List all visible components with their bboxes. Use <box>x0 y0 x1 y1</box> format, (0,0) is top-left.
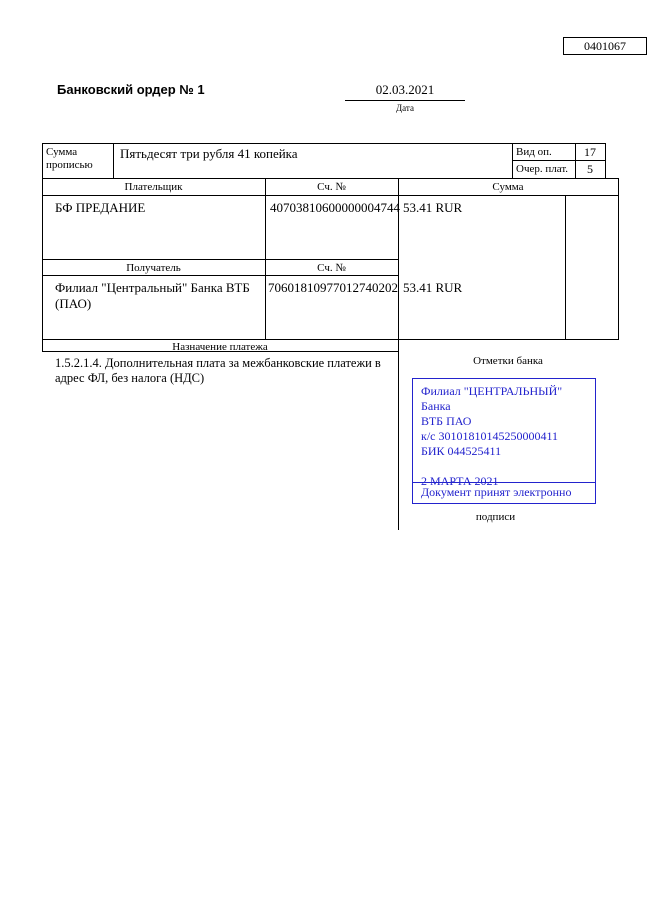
line-amountwords-divider <box>113 143 114 178</box>
purpose-header: Назначение платежа <box>172 341 268 353</box>
line-sum-bottom <box>42 339 618 340</box>
bank-marks-header: Отметки банка <box>473 355 543 367</box>
line-row1-bottom <box>42 178 618 179</box>
payer-column-header: Плательщик <box>124 181 183 193</box>
line-row1-top <box>42 143 605 144</box>
payer-name: БФ ПРЕДАНИЕ <box>55 200 146 215</box>
payer-amount: 53.41 RUR <box>403 200 463 215</box>
stamp-bank-name-line2: ВТБ ПАО <box>421 414 472 428</box>
stamp-date: 2 МАРТА 2021 <box>421 474 499 488</box>
line-payer-bottom <box>42 259 398 260</box>
op-type-value: 17 <box>584 145 596 159</box>
line-left-border <box>42 143 43 352</box>
stamp-corr-account: к/с 30101810145250000411 <box>421 429 559 443</box>
recipient-name: Филиал "Центральный" Банка ВТБ (ПАО) <box>55 280 250 311</box>
line-sum-inner-divider <box>565 195 566 340</box>
date-value: 02.03.2021 <box>375 82 435 97</box>
amount-column-header: Сумма <box>492 181 524 193</box>
op-type-label: Вид оп. <box>516 146 552 158</box>
bank-stamp <box>412 378 596 504</box>
amount-words-value: Пятьдесят три рубля 41 копейка <box>120 146 298 161</box>
payer-account: 40703810600000004744 <box>270 200 400 215</box>
line-vidop-left <box>512 143 513 178</box>
line-vidop-right <box>605 143 606 178</box>
op-priority-label: Очер. плат. <box>516 163 569 175</box>
recipient-account-column-header: Сч. № <box>317 262 346 274</box>
date-underline <box>345 100 465 101</box>
purpose-text: 1.5.2.1.4. Дополнительная плата за межбанковские платежи в адрес ФЛ, без налога (НДС) <box>55 356 381 385</box>
date-label: Дата <box>396 103 414 113</box>
recipient-amount: 53.41 RUR <box>403 280 463 295</box>
signatures-label: подписи <box>475 511 516 523</box>
amount-words-label: Сумма прописью <box>46 146 93 171</box>
line-account-sum-divider <box>398 178 399 530</box>
recipient-column-header: Получатель <box>126 262 181 274</box>
line-right-border <box>618 178 619 340</box>
line-vidop-mid <box>512 160 605 161</box>
document-title: Банковский ордер № 1 <box>57 82 205 97</box>
op-priority-value: 5 <box>587 162 593 176</box>
form-code-box: 0401067 <box>563 37 647 55</box>
recipient-account: 70601810977012740202 <box>268 280 398 295</box>
stamp-bank-name-line1: Филиал "ЦЕНТРАЛЬНЫЙ" Банка <box>421 384 563 413</box>
stamp-bik: БИК 044525411 <box>421 444 502 458</box>
line-recipient-header-bottom <box>42 275 398 276</box>
line-name-account-divider <box>265 178 266 340</box>
line-header-bottom <box>42 195 618 196</box>
payer-account-column-header: Сч. № <box>317 181 346 193</box>
stamp-footer: Документ принят электронно <box>413 482 595 503</box>
